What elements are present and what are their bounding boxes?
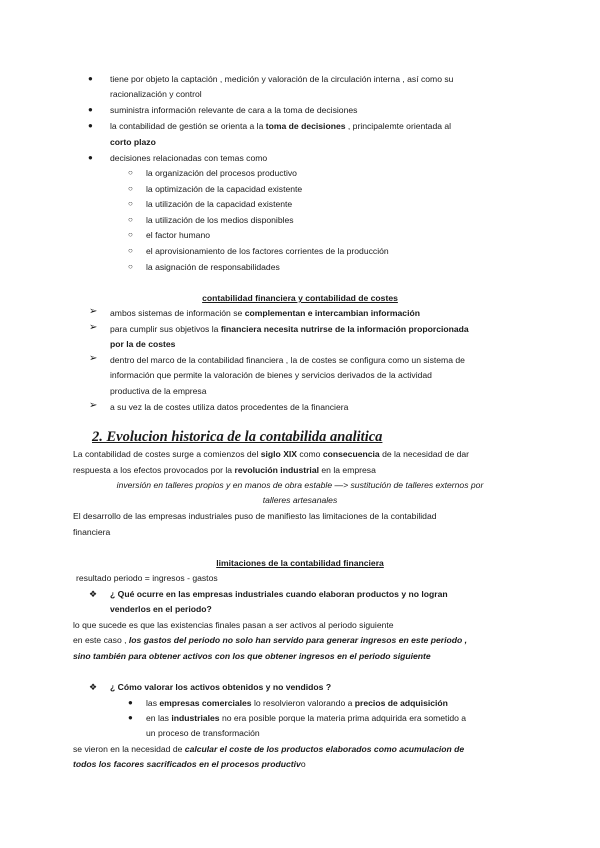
question-line: venderlos en el periodo? (110, 604, 212, 614)
bullet-circle: ○ (128, 262, 133, 271)
bullet-circle: ○ (128, 246, 133, 255)
sublist-item: la optimización de la capacidad existente (146, 184, 303, 194)
diamond-bullet-icon: ❖ (89, 589, 98, 599)
paragraph-line: financiera (73, 527, 111, 537)
sublist-item: la utilización de los medios disponibles (146, 215, 294, 225)
list-item-text: la contabilidad de gestión se orienta a la toma de decisiones , principalemte orientada al (110, 121, 452, 131)
list-item-text: corto plazo (110, 137, 156, 147)
section-subtitle: contabilidad financiera y contabilidad de costes (202, 293, 398, 303)
sublist-item: la organización del procesos productivo (146, 168, 297, 178)
paragraph-line: todos los facores sacrificados en el procesos productivo (73, 759, 306, 769)
list-item-text: por la de costes (110, 339, 176, 349)
bullet-dot: ● (88, 74, 93, 83)
bullet-dot: ● (88, 153, 93, 162)
list-item-text: suministra información relevante de cara a la toma de decisiones (110, 105, 358, 115)
sublist-item: la asignación de responsabilidades (146, 262, 280, 272)
section-heading: 2. Evolucion historica de la contabilida analitica (92, 429, 383, 445)
paragraph-line: respuesta a los efectos provocados por la revolución industrial en la empresa (73, 465, 376, 475)
list-item-text: dentro del marco de la contabilidad financiera , la de costes se configura como un sistema de (110, 355, 465, 365)
bullet-circle: ○ (128, 168, 133, 177)
answer-line: un proceso de transformación (146, 728, 260, 738)
question-line: ¿ Cómo valorar los activos obtenidos y no vendidos ? (110, 682, 332, 692)
paragraph-line: se vieron en la necesidad de calcular el coste de los productos elaborados como acumulacion de (73, 744, 465, 754)
list-item-text: tiene por objeto la captación , medición y valoración de la circulación interna , así como su (110, 74, 454, 84)
answer-line: las empresas comerciales lo resolvieron valorando a precios de adquisición (146, 698, 448, 708)
bullet-dot: ● (128, 713, 133, 722)
bullet-circle: ○ (128, 199, 133, 208)
sublist-item: el factor humano (146, 230, 211, 240)
bullet-dot: ● (128, 698, 133, 707)
bullet-dot: ● (88, 121, 93, 130)
paragraph-line: en este caso , los gastos del periodo no solo han servido para generar ingresos en este periodo , (73, 635, 468, 645)
bullet-circle: ○ (128, 230, 133, 239)
paragraph-line: El desarrollo de las empresas industriales puso de manifiesto las limitaciones de la contabilidad (73, 511, 437, 521)
bullet-circle: ○ (128, 184, 133, 193)
italic-note: inversión en talleres propios y en manos de obra estable —> sustitución de talleres externos por (116, 480, 484, 490)
sublist-item: el aprovisionamiento de los factores corrientes de la producción (146, 246, 389, 256)
list-item-text: ambos sistemas de información se complementan e intercambian información (110, 308, 420, 318)
formula-line: resultado periodo = ingresos - gastos (76, 573, 218, 583)
arrow-bullet-icon: ➢ (89, 353, 98, 364)
list-item-text: información que permite la valoración de bienes y servicios derivados de la actividad (110, 370, 432, 380)
diamond-bullet-icon: ❖ (89, 682, 98, 692)
list-item-text: racionalización y control (110, 89, 202, 99)
italic-note: talleres artesanales (262, 495, 338, 505)
sublist-item: la utilización de la capacidad existente (146, 199, 293, 209)
arrow-bullet-icon: ➢ (89, 400, 98, 411)
bullet-circle: ○ (128, 215, 133, 224)
arrow-bullet-icon: ➢ (89, 306, 98, 317)
paragraph-line: La contabilidad de costes surge a comienzos del siglo XIX como consecuencia de la necesidad de dar (73, 449, 470, 459)
paragraph-line: sino también para obtener activos con los que obtener ingresos en el periodo siguiente (73, 651, 431, 661)
list-item-text: para cumplir sus objetivos la financiera necesita nutrirse de la información proporcionada (110, 324, 469, 334)
question-line: ¿ Qué ocurre en las empresas industriales cuando elaboran productos y no logran (110, 589, 448, 599)
paragraph-line: lo que sucede es que las existencias finales pasan a ser activos al periodo siguiente (73, 620, 394, 630)
section-subtitle: limitaciones de la contabilidad financiera (216, 558, 384, 568)
bullet-dot: ● (88, 105, 93, 114)
list-item-text: productiva de la empresa (110, 386, 207, 396)
arrow-bullet-icon: ➢ (89, 322, 98, 333)
list-item-text: a su vez la de costes utiliza datos procedentes de la financiera (110, 402, 349, 412)
list-item-text: decisiones relacionadas con temas como (110, 153, 268, 163)
answer-line: en las industriales no era posible porque la materia prima adquirida era sometido a (146, 713, 467, 723)
